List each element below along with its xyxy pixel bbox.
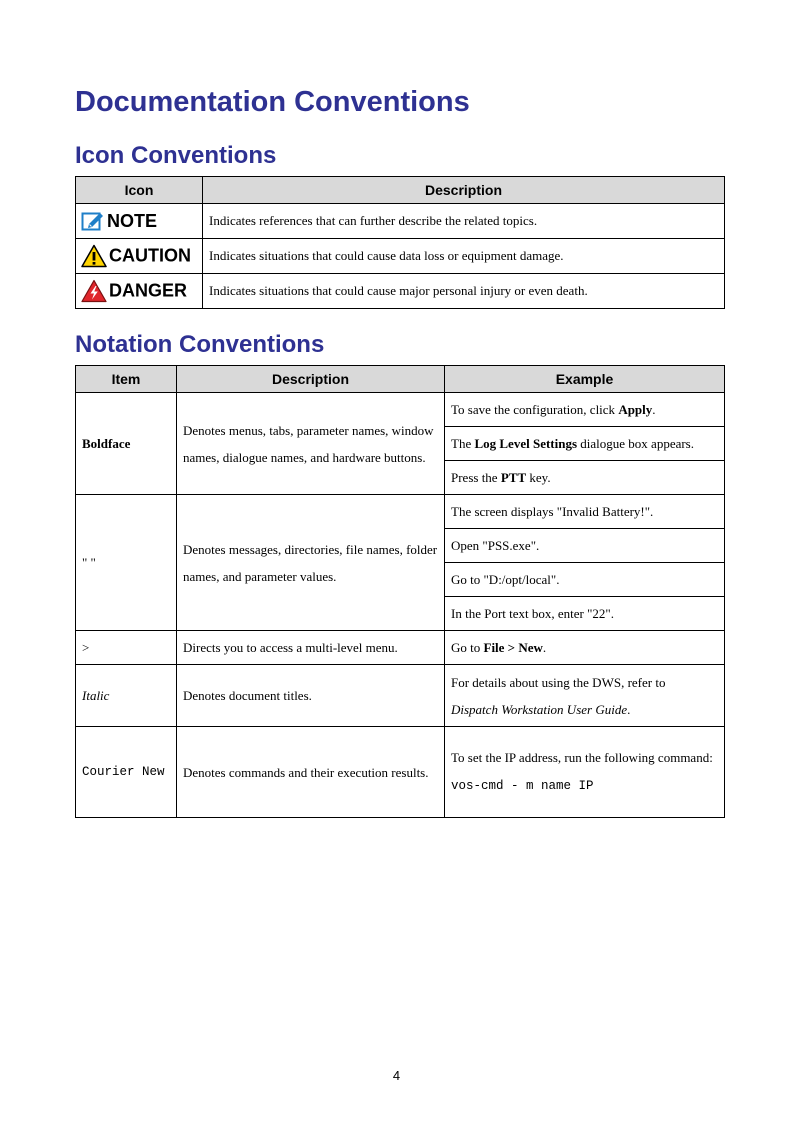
item-quotes: " " — [76, 495, 177, 631]
table-row — [76, 665, 725, 727]
example-cell: In the Port text box, enter "22". — [445, 597, 725, 631]
note-description: Indicates references that can further describe the related topics. — [203, 204, 725, 239]
column-header-description: Description — [177, 366, 445, 393]
table-row — [76, 239, 725, 274]
column-header-icon: Icon — [76, 177, 203, 204]
example-cell: Open "PSS.exe". — [445, 529, 725, 563]
danger-description: Indicates situations that could cause major personal injury or even death. — [203, 274, 725, 309]
warning-triangle-icon — [81, 244, 107, 268]
description-boldface: Denotes menus, tabs, parameter names, window names, dialogue names, and hardware buttons. — [177, 393, 445, 495]
example-cell: The screen displays "Invalid Battery!". — [445, 495, 725, 529]
column-header-example: Example — [445, 366, 725, 393]
item-boldface: Boldface — [76, 393, 177, 495]
example-cell: Go to "D:/opt/local". — [445, 563, 725, 597]
icon-conventions-heading: Icon Conventions — [75, 142, 277, 169]
example-cell: Go to File > New. — [445, 631, 725, 665]
table-row — [76, 495, 725, 529]
table-row — [76, 204, 725, 239]
page-title: Documentation Conventions — [75, 86, 470, 118]
example-cell: Press the PTT key. — [445, 461, 725, 495]
danger-label-cell — [76, 274, 203, 309]
column-header-description: Description — [203, 177, 725, 204]
item-courier-new: Courier New — [76, 727, 177, 818]
notation-conventions-heading: Notation Conventions — [75, 331, 325, 358]
danger-lightning-icon — [81, 279, 107, 303]
note-label-cell — [76, 204, 203, 239]
command-example: vos-cmd - m name IP — [451, 779, 594, 793]
caution-label-cell — [76, 239, 203, 274]
description-quotes: Denotes messages, directories, file names, folder names, and parameter values. — [177, 495, 445, 631]
table-row — [76, 631, 725, 665]
table-row — [76, 274, 725, 309]
note-pencil-icon — [81, 210, 105, 232]
icon-conventions-table — [75, 176, 725, 309]
example-cell: For details about using the DWS, refer to Dispatch Workstation User Guide. — [445, 665, 725, 727]
item-italic: Italic — [76, 665, 177, 727]
danger-label: DANGER — [109, 280, 188, 301]
example-cell: The Log Level Settings dialogue box appears. — [445, 427, 725, 461]
caution-label: CAUTION — [109, 245, 191, 266]
column-header-item: Item — [76, 366, 177, 393]
table-row — [76, 393, 725, 427]
description-italic: Denotes document titles. — [177, 665, 445, 727]
notation-conventions-table — [75, 365, 725, 818]
example-cell: To save the configuration, click Apply. — [445, 393, 725, 427]
note-label: NOTE — [107, 210, 158, 231]
description-arrow: Directs you to access a multi-level menu. — [177, 631, 445, 665]
caution-description: Indicates situations that could cause data loss or equipment damage. — [203, 239, 725, 274]
page-number: 4 — [392, 1068, 401, 1083]
description-courier: Denotes commands and their execution results. — [177, 727, 445, 818]
table-row — [76, 727, 725, 818]
example-cell: To set the IP address, run the following command: vos-cmd - m name IP — [445, 727, 725, 818]
item-arrow: > — [76, 631, 177, 665]
